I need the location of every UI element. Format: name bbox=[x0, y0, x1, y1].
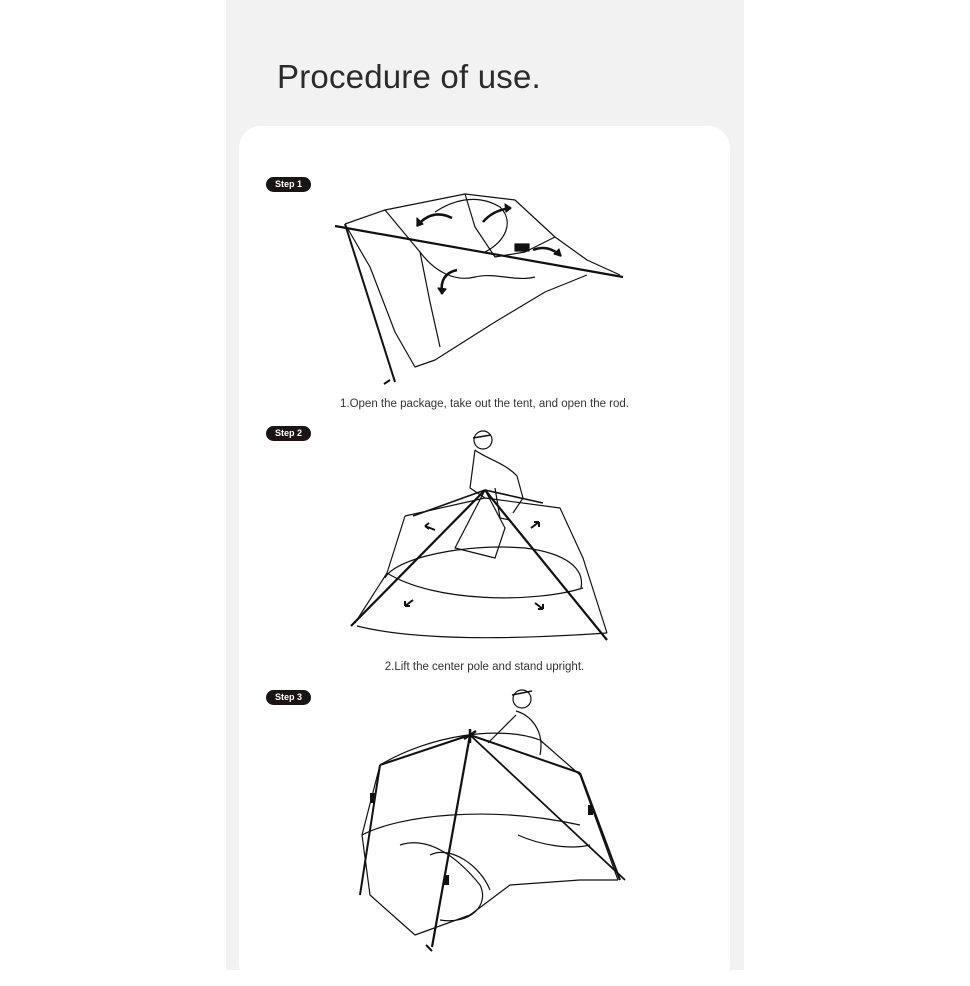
step-2-caption: 2.Lift the center pole and stand upright. bbox=[384, 661, 585, 673]
step-1-caption: 1.Open the package, take out the tent, and open the rod. bbox=[340, 398, 629, 410]
step-2-badge: Step 2 bbox=[266, 426, 311, 441]
page-title: Procedure of use. bbox=[277, 58, 541, 95]
step-3-badge: Step 3 bbox=[266, 690, 311, 705]
step-1-illustration bbox=[325, 182, 635, 387]
step-3-illustration bbox=[340, 685, 632, 955]
step-1-badge: Step 1 bbox=[266, 177, 311, 192]
step-2-illustration bbox=[345, 428, 615, 648]
